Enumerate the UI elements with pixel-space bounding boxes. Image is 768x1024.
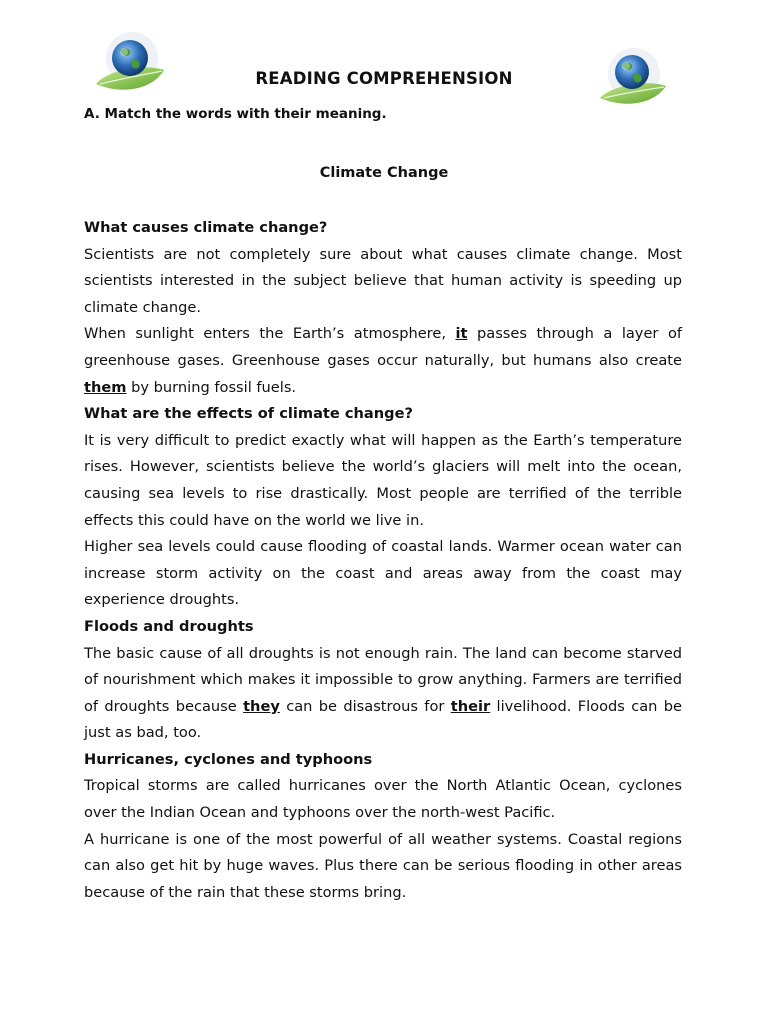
text-segment: The basic cause of all droughts is not enough rain. The land can become starved of nourishment which makes it impossible to grow anything. Farmers are terrified of droughts because [84, 644, 682, 715]
text-segment: can be disastrous for [279, 697, 451, 715]
earth-leaf-icon [80, 24, 176, 106]
paragraph-hurricanes-2: A hurricane is one of the most powerful of all weather systems. Coastal regions can also get hit by huge waves. Plus there can be serious flooding in other areas because of the rain that these storms bring. [84, 830, 682, 901]
reference-word-they: they [243, 697, 280, 715]
reference-word-them: them [84, 378, 127, 396]
section-heading-hurricanes: Hurricanes, cyclones and typhoons [84, 750, 373, 768]
text-segment: passes through a layer of greenhouse gases. Greenhouse gases occur naturally, but humans also create [84, 325, 683, 369]
text-segment: livelihood. Floods can be just as bad, too. [84, 697, 683, 742]
exercise-instruction: A. Match the words with their meaning. [84, 106, 387, 122]
article-body [84, 215, 682, 906]
reference-word-their: their [450, 697, 491, 715]
paragraph-causes-1: Scientists are not completely sure about what causes climate change. Most scientists interested in the subject believe that human activity is speeding up climate change. [84, 245, 682, 316]
text-segment: by burning fossil fuels. [126, 378, 297, 396]
paragraph-effects-2: Higher sea levels could cause flooding of coastal lands. Warmer ocean water can increase storm activity on the coast and areas away from the coast may experience droughts. [84, 538, 682, 609]
paragraph-causes-2 [84, 321, 682, 401]
section-heading-causes: What causes climate change? [84, 219, 328, 236]
section-heading-floods: Floods and droughts [84, 617, 254, 635]
article-title: Climate Change [319, 165, 449, 181]
text-segment: When sunlight enters the Earth’s atmosphere, [84, 325, 456, 343]
paragraph-hurricanes-1: Tropical storms are called hurricanes over the North Atlantic Ocean, cyclones over the Indian Ocean and typhoons over the north-west Pacific. [84, 777, 682, 822]
paragraph-effects-1: It is very difficult to predict exactly what will happen as the Earth’s temperature rises. However, scientists believe the world’s glaciers will melt into the ocean, causing sea levels to rise drastically. Most people are terrified of the terrible effects this could have on the world we live in. [84, 431, 682, 529]
reference-word-it: it [455, 325, 468, 343]
earth-leaf-icon-left [80, 24, 176, 106]
section-heading-effects: What are the effects of climate change? [84, 405, 413, 423]
page-title: READING COMPREHENSION [255, 69, 513, 88]
paragraph-floods-1 [84, 641, 682, 747]
